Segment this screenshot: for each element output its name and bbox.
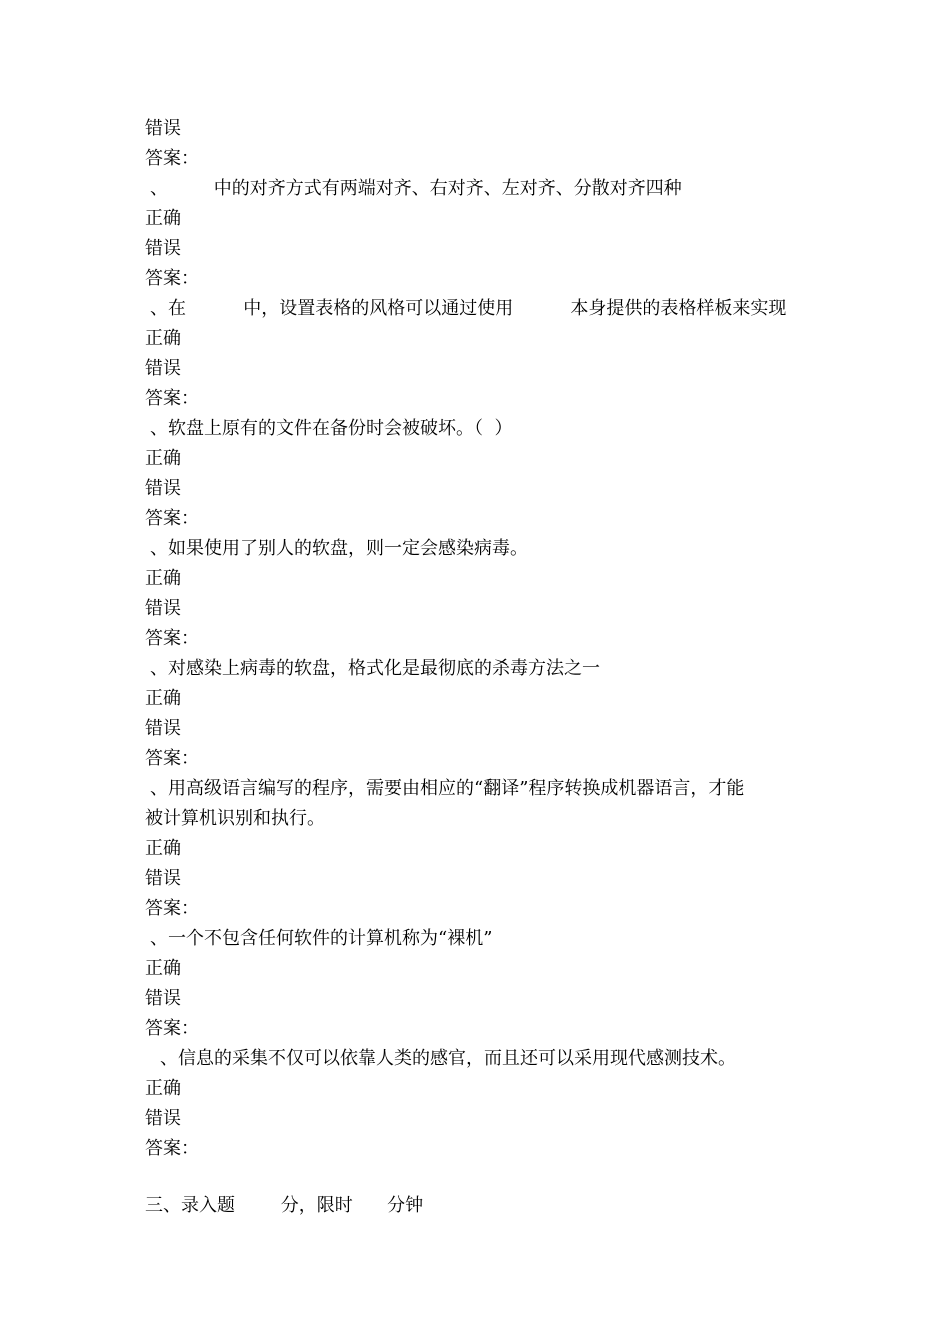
option-text: 错误	[145, 1108, 181, 1129]
option-text: 错误	[145, 358, 181, 379]
question-text: 、如果使用了别人的软盘，则一定会感染病毒。	[150, 538, 528, 559]
option-text: 正确	[145, 688, 181, 709]
answer-label: 答案：	[145, 388, 199, 409]
option-text: 正确	[145, 568, 181, 589]
option-text: 错误	[145, 718, 181, 739]
answer-label: 答案：	[145, 508, 199, 529]
question-text: 、一个不包含任何软件的计算机称为“裸机”	[150, 928, 493, 949]
question-text: 、用高级语言编写的程序，需要由相应的“翻译”程序转换成机器语言，才能	[150, 778, 745, 799]
question-text: 、对感染上病毒的软盘，格式化是最彻底的杀毒方法之一	[150, 658, 600, 679]
text-line: 错误	[145, 118, 181, 139]
option-text: 错误	[145, 598, 181, 619]
option-text: 正确	[145, 1078, 181, 1099]
answer-label: 答案：	[145, 628, 199, 649]
question-text-continued: 被计算机识别和执行。	[145, 808, 325, 829]
option-text: 错误	[145, 868, 181, 889]
answer-label: 答案：	[145, 898, 199, 919]
answer-label: 答案：	[145, 748, 199, 769]
option-text: 正确	[145, 208, 181, 229]
question-text: 、软盘上原有的文件在备份时会被破坏。（ ）	[150, 418, 513, 439]
option-text: 错误	[145, 238, 181, 259]
option-text: 正确	[145, 328, 181, 349]
answer-label: 答案：	[145, 268, 199, 289]
section-heading: 三、录入题 分，限时 分钟	[145, 1195, 424, 1216]
option-text: 错误	[145, 478, 181, 499]
option-text: 正确	[145, 958, 181, 979]
option-text: 正确	[145, 838, 181, 859]
answer-label: 答案：	[145, 1018, 199, 1039]
question-text: 、信息的采集不仅可以依靠人类的感官，而且还可以采用现代感测技术。	[160, 1048, 736, 1069]
option-text: 错误	[145, 988, 181, 1009]
text-line: 答案：	[145, 148, 199, 169]
question-text: 、 中的对齐方式有两端对齐、右对齐、左对齐、分散对齐四种	[150, 178, 682, 199]
answer-label: 答案：	[145, 1138, 199, 1159]
option-text: 正确	[145, 448, 181, 469]
question-text: 、在 中，设置表格的风格可以通过使用 本身提供的表格样板来实现	[150, 298, 787, 319]
